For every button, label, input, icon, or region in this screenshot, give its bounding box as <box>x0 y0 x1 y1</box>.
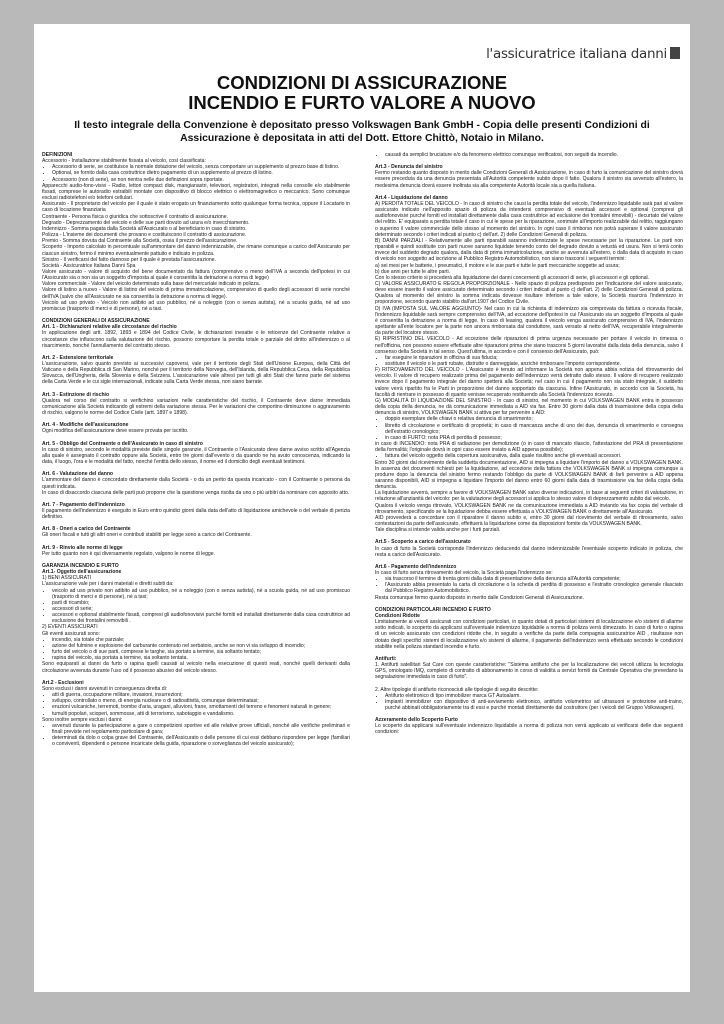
section-heading: Art. 7 - Pagamento dell'indennizzo <box>42 501 125 508</box>
paragraph: Limitatamente ai veicoli assicurati con condizioni particolari, in quanto dotati di particolari sistemi di localizzazione e/o sistemi di allarme sotto indicati, lo scoperto da applicarsi sull'eventuale indennizzo liquidabile a norma di polizza verrà dimezzato. In caso di furto o rapina di un veicolo assicurato con condizioni ridotte che, in seguito a verifiche da parte della compagnia assicuratrice AID , risultasse non dotato degli specifici sistemi di localizzazione e/o sistemi di allarme, il pagamento dell'indennizzo verrà effettuato secondo le condizioni stabilite nella polizza standard incendio e furto. <box>375 619 683 650</box>
section-heading: Azzeramento dello Scoperto Furto <box>375 717 458 724</box>
section-heading: Art.2 - Esclusioni <box>42 679 84 686</box>
paragraph: D) IVA (IMPOSTA SUL VALORE AGGIUNTO)- Nel caso in cui la richiesta di indennizzo sia comprovata da fattura o ricevuta fiscale, l'indennizzo liquidabile sarà sempre comprensivo dell'IVA, ad eccezione dell'ipotesi in cui l'Assicurato sia un soggetto d'imposta al quale è consentita la detrazione a norma di legge. In caso di leasing, qualora il veicolo venga assicurato comprensivo di IVA, l'indennizzo spettante all'ente locatore per la parte non ancora rimborsata dal conduttore, sarà versato al netto dell'IVA, recuperabile integralmente da parte del locatore stesso. <box>375 305 683 337</box>
section-heading: Art. 2 - Estensione territoriale <box>42 354 114 361</box>
paragraph: Per tutto quanto non è qui diversamente regolato, valgono le norme di legge. <box>42 550 216 557</box>
left-column <box>42 152 350 982</box>
paragraph: b) due anni per tutte le altre parti. <box>375 268 451 275</box>
paragraph: Società - Assicuratrice Italiana Danni Spa <box>42 262 136 269</box>
paragraph: G) MODALITÀ DI LIQUIDAZIONE DEL SINISTRO - In caso di sinistro, nel momento in cui VOLKSWAGEN BANK entra in possesso della copia della denuncia, ne dà comunicazione immediata a AID via fax. Entro 30 giorni dalla data di trasmissione della copia della denuncia di sinistro, VOLKSWAGEN BANK si attiva per far pervenire a AID: <box>375 397 683 417</box>
paragraph: Lo scoperto da applicarsi sull'eventuale indennizzo liquidabile a norma di polizza non verrà applicato ai verificarsi delle due seguenti condizioni: <box>375 723 683 736</box>
paragraph: a) sei mesi per le batterie, i pneumatici, il motore e le sue parti e tutte le parti meccaniche soggette ad usura; <box>375 262 620 269</box>
bullet-item: • l'Assicurato abbia presentato la carta di circolazione o la scheda di perdita di possesso e l'estratto cronologico generale rilasciato dal Pubblico Registro Automobilistico. <box>385 582 683 594</box>
paragraph: Valore commerciale - Valore del veicolo determinato sulla base del mercuriale indicato in polizza. <box>42 281 261 288</box>
bullet-item: • tumulti popolari, scioperi, sommosse, atti di terrorismo, sabotaggio e vandalismo. <box>52 711 350 717</box>
bullet-item: • Accessorio (non di serie), se non rientra nelle due definizioni sopra riportate. <box>52 177 350 183</box>
brand-mark-icon <box>670 47 680 59</box>
paragraph: Polizza - L'insieme dei documenti che provano e costituiscono il contratto di assicurazione. <box>42 232 247 239</box>
section-heading: Art.6 - Pagamento dell'indennizzo <box>375 563 457 570</box>
bullet-item: • fattura del veicolo oggetto della copertura assicurativa, dalla quale risultino anche gli eventuali accessori. <box>385 453 683 459</box>
paragraph: L'assicurazione vale per i danni materiali e diretti subiti da: <box>42 581 174 588</box>
paragraph: Fermo restando quanto disposto in merito dalle Condizioni Generali di Assicurazione, in caso di furto la comunicazione del sinistro dovrà essere preceduta da una denuncia presentata all'Autorità competente subito dopo il fatto. Qualora il sinistro sia avvenuto all'estero, la medesima denuncia dovrà essere inoltrata sia alla competente Autorità locale sia a quella italiana. <box>375 170 683 189</box>
bullet-item: • causati da semplici bruciature e/o da fenomeno elettrico comunque verificatosi, non seguiti da incendio. <box>385 152 683 158</box>
document-page <box>34 24 690 992</box>
paragraph: Apparecchi audio-fono-visivi - Radio, lettori compact disk, mangianastri, televisori, registratori, integrati nella consolle e/o stabilmente fissati, comprese le autoradio estraibili montate con dispositivo di blocco elettrico o elettromagnetico o meccanico. Sono comunque esclusi radiotelefoni e/o telefoni cellulari. <box>42 182 350 202</box>
paragraph: La liquidazione avverrà, sempre a favore di VOLKSWAGEN BANK salvo diverse indicazioni, in base ai seguenti criteri di valutazione, in relazione all'anzianità del veicolo: per la valutazione degli accessori si applica lo stesso valore di deprezzamento subito dal veicolo. <box>375 490 683 503</box>
paragraph: Qualora nel corso del contratto si verifichino variazioni nelle caratteristiche del rischio, il Contraente deve darne immediata comunicazione alla Società indicando gli estremi della variazione stessa. Per le variazioni che comportino diminuzione o aggravamento di rischio, valgono le norme del Codice Civile (artt. 1897 e 1898). <box>42 397 350 417</box>
section-heading: GARANZIA INCENDIO E FURTO <box>42 562 119 569</box>
paragraph: L'ammontare del danno è concordato direttamente dalla Società - o da un perito da questa incaricato - con il Contraente o persona da questi indicata. <box>42 477 350 490</box>
section-heading: Art. 3 - Estinzione di rischio <box>42 391 110 398</box>
section-heading: Art. 1 - Dichiarazioni relative alle circostanze del rischio <box>42 324 177 331</box>
bullet-item: • in caso di FURTO: nota PRA di perdita di possesso; <box>385 435 683 441</box>
paragraph: Valore assicurato - valore di acquisto del bene documentato da fattura (comprensivo o meno dell'IVA a seconda dell'ipotesi in cui l'Assicurato sia o non sia un soggetto d'imposta al quale è consentita la detrazione a norma di legge) <box>42 268 350 282</box>
bullet-item: • sviluppo, controllato o meno, di energia nucleare o di radioattività, comunque determinatasi; <box>52 698 350 704</box>
paragraph: Premio - Somma dovuta dal Contraente alla Società, ossia il prezzo dell'assicurazione. <box>42 238 238 245</box>
bullet-list <box>375 416 683 441</box>
bullet-item: • far eseguire le riparazioni in officina di sua fiducia; <box>385 355 683 361</box>
section-heading: CONDIZIONI GENERALI DI ASSICURAZIONE <box>42 318 150 325</box>
paragraph: Indennizzo - Somma pagata dalla Società all'Assicurato o al beneficiario in caso di sinistro. <box>42 225 247 232</box>
bullet-list <box>42 588 350 625</box>
paragraph: Tale disciplina si intende valida anche per i furti parziali. <box>375 527 501 534</box>
paragraph: Sinistro - Il verificarsi del fatto dannoso per il quale è prestata l'assicurazione. <box>42 256 216 263</box>
brand-logo <box>486 46 680 62</box>
bullet-item: • accessori e optional stabilmente fissati, compresi gli audiofonovisivi purché forniti ed installati direttamente dalla casa costruttrice ad esclusione dei frontalini removibili . <box>52 612 350 624</box>
section-heading: Art. 4 - Modifiche dell'assicurazione <box>42 422 129 429</box>
paragraph: Con lo stesso criterio si procederà alla liquidazione dei danni concernenti gli accessori di serie, gli accessori e gli optional. <box>375 274 650 281</box>
bullet-item: • parti di ricambio; <box>52 600 350 606</box>
title-line-2: INCENDIO E FURTO VALORE A NUOVO <box>188 92 536 113</box>
bullet-item: • sostituire il veicolo o le parti rubate, distrutte o danneggiate, anziché rimborsare l'importo corrispondente. <box>385 361 683 367</box>
paragraph: in caso di INCENDIO: nota PRA di radiazione per demolizione (o in caso di mancato rilascio, l'attestazione del PRA di presentazione della formalità; l'originale dovrà in ogni caso essere inviato a AID appena possibile); <box>375 441 683 454</box>
bullet-list <box>375 355 683 367</box>
section-heading: DEFINIZIONI <box>42 152 73 158</box>
paragraph: Sono esclusi i danni avvenuti in conseguenza diretta di: <box>42 685 168 692</box>
paragraph: Veicolo ad uso privato - Veicolo non adibito ad uso pubblico, né a noleggio (con o senza autista), né a scuola guida, né ad uso promiscuo (trasporto di merci e di persone), né a taxi. <box>42 299 350 312</box>
paragraph: A) PERDITA TOTALE DEL VEICOLO - In caso di sinistro che causi la perdita totale del veicolo, l'indennizzo liquidabile sarà pari al valore assicurato indicato nell'apposito spazio di polizza da intendersi comprensivo di eventuali accessori e optional (compresi gli audiofonovisivi purché forniti ed installati direttamente dalla casa costruttrice ad esclusione dei frontalini rimovibili) - decurtato del valore del relitto. E' equiparato a perdita totale il caso in cui le spese per la riparazione, sommate all'importo realizzabile dal relitto, raggiungano o superino il valore commerciale dello stesso al momento del sinistro. In ogni caso il rimborso non potrà superare il valore assicurato determinato secondo i criteri indicati al punto c) dell'art. 2) delle Condizioni Generali di polizza. <box>375 200 683 238</box>
paragraph: Scoperto - Importo calcolato in percentuale sull'ammontare del danno indennizzabile, che rimane comunque a carico dell'Assicurato per ciascun sinistro, fermo il minimo eventualmente pattuito e indicato in polizza. <box>42 244 350 257</box>
section-heading: Art. 5 - Obbligo del Contraente o dell'Assicurato in caso di sinistro <box>42 440 203 447</box>
section-heading: Art.3 - Denuncia del sinistro <box>375 164 443 171</box>
paragraph: Degrado - Deprezzamento del veicolo e delle sue parti dovuto ad usura e/o invecchiamento. <box>42 219 250 226</box>
paragraph: C) VALORE ASSICURATO E REGOLA PROPORZIONALE - Nello spazio di polizza predisposto per l'indicazione del valore assicurato, deve essere inserito il valore assicurato determinato secondo i criteri indicati al punto c) dell'art. 2) delle Condizioni Generali di polizza. Qualora al momento del sinistro la somma indicata dovesse risultare inferiore a tale valore, la Società risarcirà l'indennizzo in proporzione, secondo quanto stabilito dall'art.1907 del Codice Civile. <box>375 280 683 306</box>
paragraph: F) RITROVAMENTO DEL VEICOLO - L'Assicurato è tenuto ad informare la Società non appena abbia notizia del ritrovamento del veicolo. Il valore di recupero realizzato prima del pagamento dell'indennizzo verrà detratto dallo stesso. Il valore di recupero realizzato invece dopo il pagamento integrale del danno spetterà alla Società; nel caso in cui il pagamento non sia stato integrale, il suddetto valore verrà ripartito fra le Parti in proporzione del danno sopportato da ciascuna. Infine l'Assicurato, in accordo con la Società, ha facoltà di rientrare in possesso di quanto venisse recuperato restituendo alla Società l'indennizzo ricevuto. <box>375 367 683 398</box>
paragraph: E) RIPRISTINO DEL VEICOLO - Ad eccezione delle riparazioni di prima urgenza necessarie per portare il veicolo in rimessa o nell'officina, non possono essere effettuate altre riparazioni prima che siano trascorsi 5 giorni lavorativi dalla data della denuncia, salvo il consenso della Società in tal senso. Quest'ultima, in accordo e con il consenso dell'Assicurato, può: <box>375 336 683 355</box>
bullet-item: • eruzioni vulcaniche, terremoti, trombe d'aria, uragani, alluvioni, frane, smottamenti del terreno e fenomeni naturali in genere; <box>52 704 350 710</box>
bullet-item: • Accessorio di serie, se costituisce la normale dotazione del veicolo, senza comportare un supplemento al prezzo base di listino. <box>52 164 350 170</box>
bullet-list <box>42 692 350 717</box>
bullet-item: • doppio esemplare delle chiavi o relativa denuncia di smarrimento; <box>385 416 683 422</box>
paragraph: Accessorio - Installazione stabilmente fissata al veicolo, così classificata: <box>42 158 206 165</box>
bullet-item: • rapina del veicolo, sia portata a termine, sia soltanto tentata. <box>52 655 350 661</box>
section-heading: Antifurti: <box>375 655 397 662</box>
section-heading: Art.1- Oggetto dell'assicurazione <box>42 569 122 576</box>
section-heading: Art.4 - Liquidazione del danno <box>375 194 448 201</box>
paragraph: Sono equiparati ai danni da furto o rapina quelli causati al veicolo nella esecuzione di questi reati, nonché quelli derivanti dalla circolazione avvenuta durante l'uso od il possesso abusivo del veicolo stesso. <box>42 661 350 674</box>
bullet-item: • libretto di circolazione e certificato di proprietà; in caso di mancanza anche di uno dei due, denuncia di smarrimento e consegna dell'estratto cronologico; <box>385 423 683 435</box>
paragraph: Entro 30 giorni dal ricevimento della suddetta documentazione, AID si impegna a liquidare l'importo del danno a VOLKSWAGEN BANK. In assenza dei documenti richiesti per la liquidazione, ad eccezione della fattura che VOLKSWAGEN BANK si impegna comunque a produrre dopo la denuncia del sinistro fermo restando l'obbligo da parte di VOLKSWAGEN BANK di farli pervenire a AID appena saranno disponibili, AID si impegna a liquidare l'importo del danno entro 60 giorni dalla data di trasmissione via fax della copia della denuncia. <box>375 459 683 491</box>
paragraph: Ogni modifica dell'assicurazione deve essere provata per iscritto. <box>42 428 189 435</box>
paragraph: 1) BENI ASSICURATI <box>42 575 92 582</box>
bullet-item: • determinati da dolo o colpa grave del Contraente, dell'Assicurato o delle persone di cui essi debbano rispondere per legge (familiari o conviventi, dipendenti o persone incaricate della guida, riparazione o sorveglianza del veicolo assicurato); <box>52 735 350 747</box>
bullet-item: • avvenuti durante la partecipazione a gare o competizioni sportive ed alle relative prove ufficiali, nonché alle verifiche preliminari e finali previste nel regolamento particolare di gara; <box>52 723 350 735</box>
title-line-1: CONDIZIONI DI ASSICURAZIONE <box>216 72 508 93</box>
bullet-item: • incendio, sia totale che parziale; <box>52 637 350 643</box>
paragraph: Resta comunque fermo quanto disposto in merito dalle Condizioni Generali di Assicurazione. <box>375 594 584 601</box>
section-heading: Condizioni Ridotte <box>375 612 420 619</box>
section-heading: Art.5 - Scoperto a carico dell'assicurato <box>375 539 471 546</box>
paragraph: In caso di furto la Società corrisponde l'indennizzo deducendo dal danno indennizzabile l'eventuale scoperto indicato in polizza, che resta a carico dell'Assicurato. <box>375 545 683 558</box>
bullet-item: • Optional, se fornito dalla casa costruttrice dietro pagamento di un supplemento al prezzo di listino. <box>52 170 350 176</box>
paragraph: B) DANNI PARZIALI - Relativamente alle parti riparabili saranno indennizzate le spese necessarie per la riparazione. Le parti non riparabili e quindi sostituite con parti nuove saranno liquidate tenendo conto del degrado dovuto a vetustà ed usura. Non si terrà conto invece del suddetto degrado qualora, dalla data di prima immatricolazione, anche se avvenuta all'estero, o dalla data di acquisto in caso di veicolo non soggetto ad iscrizione al Pubblico Registro Automobilistico, non siano trascorsi i seguenti termini: <box>375 237 683 263</box>
section-heading: CONDIZIONI PARTICOLARI INCENDIO E FURTO <box>375 606 491 613</box>
right-column <box>375 152 683 982</box>
paragraph: Qualora il veicolo venga ritrovato, VOLKSWAGEN BANK ne da comunicazione immediata a AID inviando via fax copia del verbale di ritrovamento, specificando se la liquidazione debba essere effettuata a VOLKSWAGEN BANK o direttamente all'Assicurato. <box>375 502 683 515</box>
section-heading: Art. 9 - Rinvio alle norme di legge <box>42 544 123 551</box>
bullet-list <box>42 164 350 182</box>
bullet-item: • Antifurto elettronico di tipo immobilizer marca GT Autoalarm. <box>385 693 683 699</box>
paragraph: Sono inoltre sempre esclusi i danni: <box>42 716 123 723</box>
paragraph: 1. Antifurti satellitari Sat Care con queste caratteristiche: "Sistema antifurto che per la localizzazione dei veicoli utilizza la tecnologia GPS, omologato IMQ, completo di contratto di abbonamento in corso di validità a servizi forniti da Centrale Operativa che prevedano la segnalazione immediata in caso di furto". <box>375 662 683 681</box>
bullet-list <box>375 576 683 594</box>
paragraph: Gli oneri fiscali e tutti gli altri oneri e contributi stabiliti per legge sono a carico del Contraente. <box>42 532 252 539</box>
bullet-item: • azione del fulmine e esplosione del carburante contenuto nel serbatoio, anche se non vi sia sviluppo di incendio; <box>52 643 350 649</box>
paragraph: In applicazione degli artt. 1892, 1893 e 1894 del Codice Civile, le dichiarazioni inesatte o le reticenze del Contraente relative a circostanze che influiscono sulla valutazione del rischio, possono comportare la perdita totale o parziale del diritto all'indennizzo o al risarcimento, nonché l'annullamento del contratto stesso. <box>42 330 350 349</box>
brand-name: l'assicuratrice italiana danni <box>486 46 667 62</box>
paragraph: Gli eventi assicurati sono: <box>42 630 101 637</box>
bullet-item: • accessori di serie; <box>52 606 350 612</box>
paragraph: L'assicurazione, salvo quanto previsto ai successivi capoversi, vale per il territorio degli Stati dell'Unione Europea, della Città del Vaticano e della Repubblica di San Marino, nonché per il territorio della Norvegia, dell'Islanda, della Repubblica Ceca, della Repubblica Slovacca, dell'Ungheria, della Slovenia e della Svizzera. L'assicurazione vale altresì per tutti gli altri Stati che fanno parte del sistema della Carta Verde e le cui sigle internazionali, indicate sulla Carta Verde stessa, non siano barrate. <box>42 361 350 386</box>
bullet-list <box>375 693 683 711</box>
document-title <box>34 73 690 113</box>
paragraph: In caso di disaccordo ciascuna delle parti può proporre che la questione venga risolta da uno o più arbitri da nominare con apposito atto. <box>42 489 350 496</box>
paragraph: Assicurato - Il proprietario del veicolo per il quale è stato erogato un finanziamento sotto qualunque forma tecnica, oppure il Locatario in caso di locazione finanziaria <box>42 201 350 214</box>
paragraph: Il pagamento dell'indennizzo è eseguito in Euro entro quindici giorni dalla data dell'atto di liquidazione amichevole o del verbale di perizia definitivo. <box>42 507 350 521</box>
paragraph: 2) EVENTI ASSICURATI <box>42 624 98 631</box>
paragraph: Valore di listino a nuovo - Valore di listino del veicolo di prima immatricolazione, comprensivo di quello degli accessori di serie nonché dell'IVA (salvo che all'Assicurato ne sia consentita la detrazione a norma di legge). <box>42 287 350 300</box>
bullet-item: • atti di guerra, occupazione militare, invasioni, insurrezioni; <box>52 692 350 698</box>
bullet-list <box>42 637 350 662</box>
paragraph: Contraente - Persona fisica o giuridica che sottoscrive il contratto di assicurazione. <box>42 213 229 220</box>
bullet-item: • furto del veicolo o di sue parti, comprese le targhe, sia portato a termine, sia soltanto tentato; <box>52 649 350 655</box>
paragraph: 2. Altre tipologie di antifurto riconosciuti alle tipologie di seguito descritte: <box>375 686 539 693</box>
document-subtitle: Il testo integrale della Convenzione è depositato presso Volkswagen Bank GmbH - Copia delle presenti Condizioni di Assicurazione è depositata in atti del Dott. Ettore Chittò, Notaio in Milano. <box>74 120 650 144</box>
section-heading: Art. 8 - Oneri a carico del Contraente <box>42 526 131 533</box>
paragraph: AID provvederà a concordare con il riparatore il danno subito e, entro 30 giorni dal ricevimento del verbale di ritrovamento, salvo contestazioni da parte dell'assicurato, effettuerà la liquidazione come da disposizioni fornite da VOLKSWAGEN BANK. <box>375 514 683 528</box>
bullet-list <box>42 723 350 748</box>
paragraph: In caso di furto senza ritrovamento del veicolo, la Società paga l'indennizzo se: <box>375 570 553 576</box>
bullet-item: • sia trascorso il termine di trenta giorni dalla data di presentazione della denuncia all'Autorità competente; <box>385 576 683 582</box>
bullet-item: • veicolo ad uso privato non adibito ad uso pubblico, né a noleggio (con o senza autista), né a scuola guida, né ad uso promiscuo (trasporto di merci e di persone), né a taxi; <box>52 588 350 600</box>
bullet-item: • Impianti immobilizer con dispositivo di anti-avviamento elettronico, antifurto volumetrico ad ultrasuoni e protezione anti-traino, purché abbinati obbligatoriamente tra di essi e purché montati direttamente dal costruttore (per i veicoli del Gruppo Volkswagen). <box>385 699 683 711</box>
section-heading: Art. 6 - Valutazione del danno <box>42 471 114 478</box>
paragraph: In caso di sinistro, secondo le modalità previste dalle singole garanzie, il Contraente o l'Assicurato deve darne avviso scritto all'Agenzia alla quale è assegnato il contratto oppure alla Società, entro tre giorni dall'evento o da quando ne ha avuto conoscenza, indicando la data, il luogo, l'ora e le modalità del fatto, nonché l'entità dello stesso, il nome ed il domicilio degli eventuali testimoni. <box>42 446 350 466</box>
